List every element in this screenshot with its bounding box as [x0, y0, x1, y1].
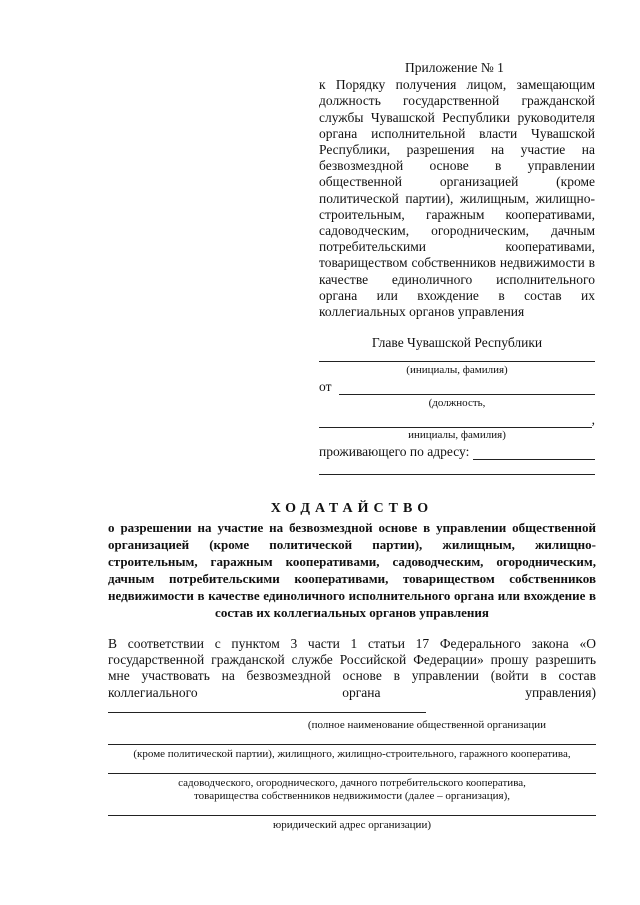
caption-partnership: товарищества собственников недвижимости (далее – организация), [193, 790, 511, 803]
from-label: от [319, 379, 332, 394]
petition-heading: ХОДАТАЙСТВО [270, 501, 434, 516]
position-line[interactable] [319, 415, 592, 428]
from-line[interactable] [339, 382, 595, 395]
initials-caption: (инициалы, фамилия) [406, 364, 508, 376]
org-line-2[interactable] [108, 744, 596, 745]
residence-label: проживающего по адресу: [319, 444, 470, 459]
legal-address-line[interactable] [108, 815, 596, 816]
caption-legal-address: юридический адрес организации) [272, 819, 431, 832]
position-caption: (должность, [428, 397, 486, 409]
residence-row [319, 444, 595, 460]
appendix-text: к Порядку получения лицом, замещающим должность государственной гражданской службы Чувашской Республики руководителя органа исполнительной власти Чувашской Республики, разрешения на участие на безвозмездной основе в управлении общественной организацией (кроме политической партии), жилищным, жилищно-строительным, гаражным кооперативами, садоводческим, огородническим, дачным потребительскими кооперативами, товариществом собственников недвижимости в качестве единоличного исполнительного органа или вхождение в состав их коллегиальных органов управления [319, 77, 595, 320]
caption-org-type: (кроме политической партии), жилищного, жилищно-строительного, гаражного кооператива, [133, 748, 571, 761]
from-row [319, 379, 595, 395]
petition-block [108, 500, 596, 621]
address-line[interactable] [319, 474, 595, 475]
addressee-title: Главе Чувашской Республики [371, 335, 543, 350]
appendix-block [319, 60, 595, 320]
petition-subheading: о разрешении на участие на безвозмездной основе в управлении общественной организацией (кроме политической партии), жилищным, жилищно-строительным, гаражным кооперативами, садоводческим, огородническим, дачным потребительскими кооперативами, товариществом собственников недвижимости в качестве единоличного исполнительного органа или вхождение в состав их коллегиальных органов управления [108, 520, 596, 620]
trailing-comma: , [591, 412, 595, 427]
caption-org-name: (полное наименование общественной организации [307, 719, 547, 732]
body-paragraph-text: В соответствии с пунктом 3 части 1 статьи 17 Федерального закона «О государственной гражданской службе Российской Федерации» прошу разрешить мне участвовать на безвозмездной основе в управлении (войти в состав коллегиального органа управления) [108, 636, 596, 700]
body-block [108, 636, 596, 832]
addressee-block [319, 334, 595, 475]
body-paragraph [108, 636, 596, 716]
initials-caption-2: инициалы, фамилия) [408, 429, 506, 441]
caption-coop: садоводческого, огороднического, дачного потребительского кооператива, [178, 777, 526, 790]
residence-line[interactable] [473, 447, 595, 460]
org-line-3[interactable] [108, 773, 596, 774]
appendix-title: Приложение № 1 [405, 60, 504, 75]
initials-line[interactable] [319, 361, 595, 362]
position-row [319, 412, 595, 428]
organization-name-line[interactable] [108, 701, 426, 713]
